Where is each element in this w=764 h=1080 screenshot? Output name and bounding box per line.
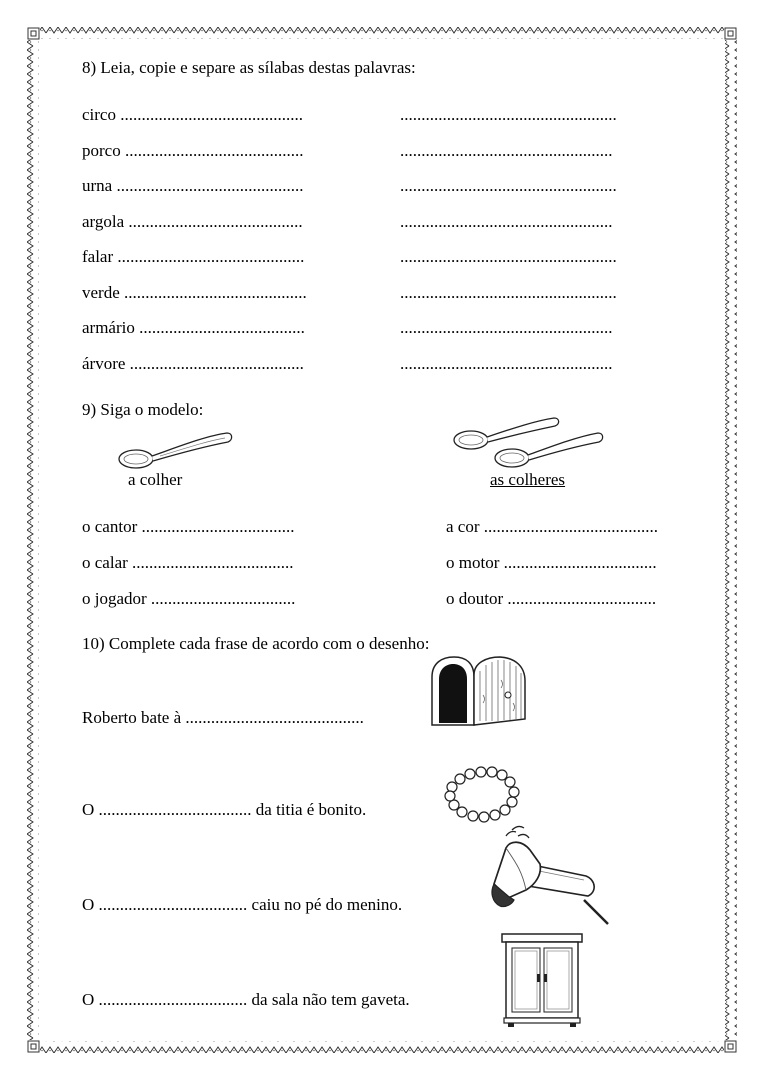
word-row-left: urna ............................................ <box>82 176 304 195</box>
sentence-necklace: O .................................... da titia é bonito. <box>82 800 367 819</box>
syllable-answer-line: .................................................. <box>400 318 613 337</box>
spoon-icon <box>115 428 235 473</box>
plural-row-left: o calar ...................................... <box>82 553 294 572</box>
wardrobe-icon <box>500 932 586 1028</box>
door-icon <box>428 655 530 727</box>
syllable-answer-line: .................................................. <box>400 354 613 373</box>
exercise-10-title: 10) Complete cada frase de acordo com o desenho: <box>82 634 430 653</box>
word-row-left: árvore ......................................... <box>82 354 304 373</box>
model-plural: as colheres <box>490 470 566 489</box>
word-row-left: argola ......................................... <box>82 212 303 231</box>
syllable-answer-line: .................................................. <box>400 141 613 160</box>
plural-row-right: o motor .................................... <box>446 553 657 572</box>
word-row-left: armário ....................................... <box>82 318 305 337</box>
plural-row-right: o doutor ................................... <box>446 589 657 608</box>
sentence-wardrobe: O ................................... da sala não tem gaveta. <box>82 990 410 1009</box>
syllable-answer-line: ................................................... <box>400 247 617 266</box>
plural-row-left: o cantor .................................... <box>82 517 295 536</box>
word-row-left: circo ........................................... <box>82 105 303 124</box>
necklace-icon <box>440 765 524 825</box>
sentence-hammer: O ................................... caiu no pé do menino. <box>82 895 403 914</box>
word-row-left: verde ........................................... <box>82 283 307 302</box>
sentence-door: Roberto bate à .......................................... <box>82 708 364 727</box>
two-spoons-icon <box>450 413 610 473</box>
hammer-icon <box>484 820 614 930</box>
word-row-left: falar ............................................ <box>82 247 305 266</box>
syllable-answer-line: ................................................... <box>400 105 617 124</box>
syllable-answer-line: ................................................... <box>400 176 617 195</box>
exercise-8-title: 8) Leia, copie e separe as sílabas destas palavras: <box>82 58 416 77</box>
plural-row-right: a cor ......................................... <box>446 517 659 536</box>
model-singular: a colher <box>128 470 183 489</box>
word-row-left: porco .......................................... <box>82 141 304 160</box>
syllable-answer-line: .................................................. <box>400 212 613 231</box>
syllable-answer-line: ................................................... <box>400 283 617 302</box>
plural-row-left: o jogador .................................. <box>82 589 296 608</box>
exercise-9-title: 9) Siga o modelo: <box>82 400 204 419</box>
